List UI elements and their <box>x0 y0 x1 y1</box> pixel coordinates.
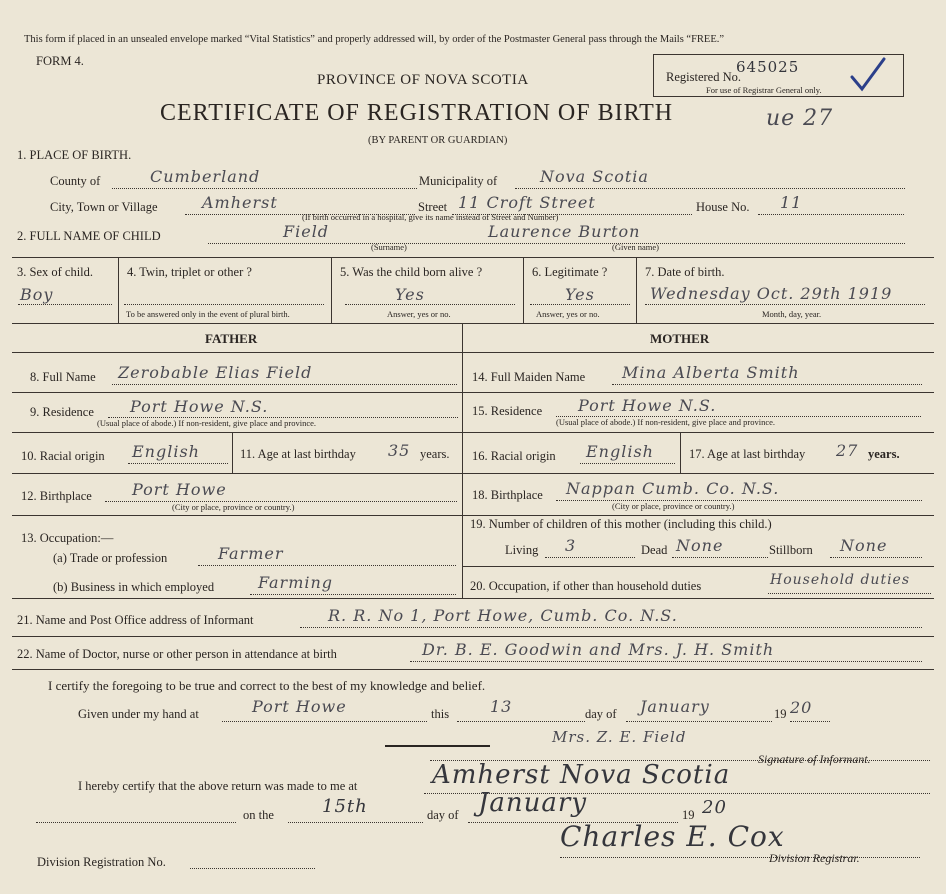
registered-no-value: 645025 <box>736 58 800 76</box>
father-name-value: Zerobable Elias Field <box>118 363 313 382</box>
father-residence-value: Port Howe N.S. <box>130 397 269 416</box>
born-alive-label: 5. Was the child born alive ? <box>340 265 483 279</box>
living-label: Living <box>505 543 539 557</box>
informant-label: 21. Name and Post Office address of Informant <box>17 613 254 627</box>
place-of-birth-label: 1. PLACE OF BIRTH. <box>17 148 132 162</box>
given-day-value: 13 <box>490 697 513 716</box>
father-age-value: 35 <box>388 441 411 460</box>
trade-value: Farmer <box>218 544 284 563</box>
registrar-month-value: January <box>478 788 588 818</box>
street-value: 11 Croft Street <box>458 193 596 212</box>
mother-age-value: 27 <box>836 441 859 460</box>
father-residence-label: 9. Residence <box>30 405 94 419</box>
twin-label: 4. Twin, triplet or other ? <box>127 265 252 279</box>
mother-residence-note: (Usual place of abode.) If non-resident, give place and province. <box>556 417 776 427</box>
mother-racial-value: English <box>586 442 654 461</box>
father-racial-value: English <box>132 442 200 461</box>
father-age-label: 11. Age at last birthday <box>240 447 356 461</box>
county-label: County of <box>50 174 101 188</box>
hospital-note: (If birth occurred in a hospital, give its name instead of Street and Number) <box>302 212 559 222</box>
mother-residence-label: 15. Residence <box>472 404 543 418</box>
given-year-value: 20 <box>790 698 813 717</box>
postal-notice: This form if placed in an unsealed envelope marked “Vital Statistics” and properly addressed will, by order of the Postmaster General pass through the Mails “FREE.” <box>24 34 725 45</box>
born-alive-note: Answer, yes or no. <box>387 309 451 319</box>
form-number: FORM 4. <box>36 54 84 68</box>
twin-note: To be answered only in the event of plural birth. <box>126 309 290 319</box>
legitimate-note: Answer, yes or no. <box>536 309 600 319</box>
city-value: Amherst <box>202 193 278 212</box>
checkmark-icon <box>848 55 888 95</box>
date-of-birth-note: Month, day, year. <box>762 309 822 319</box>
child-surname-value: Field <box>283 222 330 241</box>
legitimate-label: 6. Legitimate ? <box>532 265 608 279</box>
occupation-label: 13. Occupation:— <box>21 531 114 545</box>
business-value: Farming <box>258 573 334 592</box>
municipality-value: Nova Scotia <box>540 167 649 186</box>
mother-birthplace-value: Nappan Cumb. Co. N.S. <box>566 479 780 498</box>
house-no-value: 11 <box>780 193 803 212</box>
legitimate-value: Yes <box>565 285 595 304</box>
registered-no-label: Registered No. <box>666 70 741 84</box>
given-at-value: Port Howe <box>252 697 347 716</box>
mother-birthplace-label: 18. Birthplace <box>472 488 543 502</box>
registrar-place: Amherst Nova Scotia <box>432 760 731 790</box>
stillborn-label: Stillborn <box>769 543 813 557</box>
informant-signature-caption: Signature of Informant. <box>758 752 871 766</box>
street-label: Street <box>418 200 448 214</box>
municipality-label: Municipality of <box>419 174 498 188</box>
children-count-label: 19. Number of children of this mother (including this child.) <box>470 517 772 531</box>
father-birthplace-label: 12. Birthplace <box>21 489 92 503</box>
father-header: FATHER <box>205 331 258 346</box>
mother-occupation-label: 20. Occupation, if other than household duties <box>470 579 702 593</box>
mother-header: MOTHER <box>650 331 710 346</box>
father-name-label: 8. Full Name <box>30 370 96 384</box>
trade-label: (a) Trade or profession <box>53 551 168 565</box>
surname-caption: (Surname) <box>371 242 407 252</box>
on-the-label: on the <box>243 808 274 822</box>
father-residence-note: (Usual place of abode.) If non-resident, give place and province. <box>97 418 317 428</box>
father-racial-label: 10. Racial origin <box>21 449 105 463</box>
mother-age-label: 17. Age at last birthday <box>689 447 806 461</box>
father-birthplace-value: Port Howe <box>132 480 227 499</box>
given-caption: (Given name) <box>612 242 659 252</box>
mother-age-unit: years. <box>868 447 900 461</box>
mother-birthplace-note: (City or place, province or country.) <box>612 501 735 511</box>
dead-label: Dead <box>641 543 668 557</box>
father-birthplace-note: (City or place, province or country.) <box>172 502 295 512</box>
child-given-value: Laurence Burton <box>488 222 641 241</box>
date-of-birth-value: Wednesday Oct. 29th 1919 <box>650 284 893 303</box>
mother-racial-label: 16. Racial origin <box>472 449 556 463</box>
registrar-signature: Charles E. Cox <box>560 820 785 853</box>
city-label: City, Town or Village <box>50 200 158 214</box>
certificate-title: CERTIFICATE OF REGISTRATION OF BIRTH <box>160 100 674 126</box>
given-month-value: January <box>640 697 710 716</box>
given-at-label: Given under my hand at <box>78 707 199 721</box>
attendant-value: Dr. B. E. Goodwin and Mrs. J. H. Smith <box>422 640 775 659</box>
registry-note: For use of Registrar General only. <box>706 85 822 95</box>
certificate-subtitle: (BY PARENT OR GUARDIAN) <box>368 135 508 146</box>
mother-occupation-value: Household duties <box>770 572 911 588</box>
child-name-label: 2. FULL NAME OF CHILD <box>17 229 161 243</box>
registrar-year-value: 20 <box>702 797 727 818</box>
house-no-label: House No. <box>696 200 750 214</box>
certify-statement: I certify the foregoing to be true and correct to the best of my knowledge and belief. <box>48 678 486 693</box>
mother-name-label: 14. Full Maiden Name <box>472 370 586 384</box>
stillborn-value: None <box>840 536 888 555</box>
this-label: this <box>431 707 450 721</box>
registrar-statement: I hereby certify that the above return was made to me at <box>78 779 358 793</box>
county-value: Cumberland <box>150 167 261 186</box>
registrar-day-of-label: day of <box>427 808 459 822</box>
informant-signature: Mrs. Z. E. Field <box>552 728 687 746</box>
date-of-birth-label: 7. Date of birth. <box>645 265 725 279</box>
given-year-prefix: 19 <box>774 707 787 721</box>
living-value: 3 <box>565 536 577 555</box>
province-heading: PROVINCE OF NOVA SCOTIA <box>317 72 529 88</box>
given-day-of-label: day of <box>585 707 617 721</box>
division-registration-label: Division Registration No. <box>37 855 166 869</box>
registrar-caption: Division Registrar. <box>769 851 860 865</box>
father-age-unit: years. <box>420 447 450 461</box>
informant-value: R. R. No 1, Port Howe, Cumb. Co. N.S. <box>328 606 678 625</box>
registrar-day-value: 15th <box>322 796 368 817</box>
business-label: (b) Business in which employed <box>53 580 215 594</box>
title-annotation: ue 27 <box>766 106 834 131</box>
dead-value: None <box>676 536 724 555</box>
sex-value: Boy <box>20 285 54 304</box>
registrar-year-prefix: 19 <box>682 808 695 822</box>
attendant-label: 22. Name of Doctor, nurse or other person in attendance at birth <box>17 647 337 661</box>
mother-name-value: Mina Alberta Smith <box>622 363 800 382</box>
mother-residence-value: Port Howe N.S. <box>578 396 717 415</box>
born-alive-value: Yes <box>395 285 425 304</box>
sex-label: 3. Sex of child. <box>17 265 94 279</box>
